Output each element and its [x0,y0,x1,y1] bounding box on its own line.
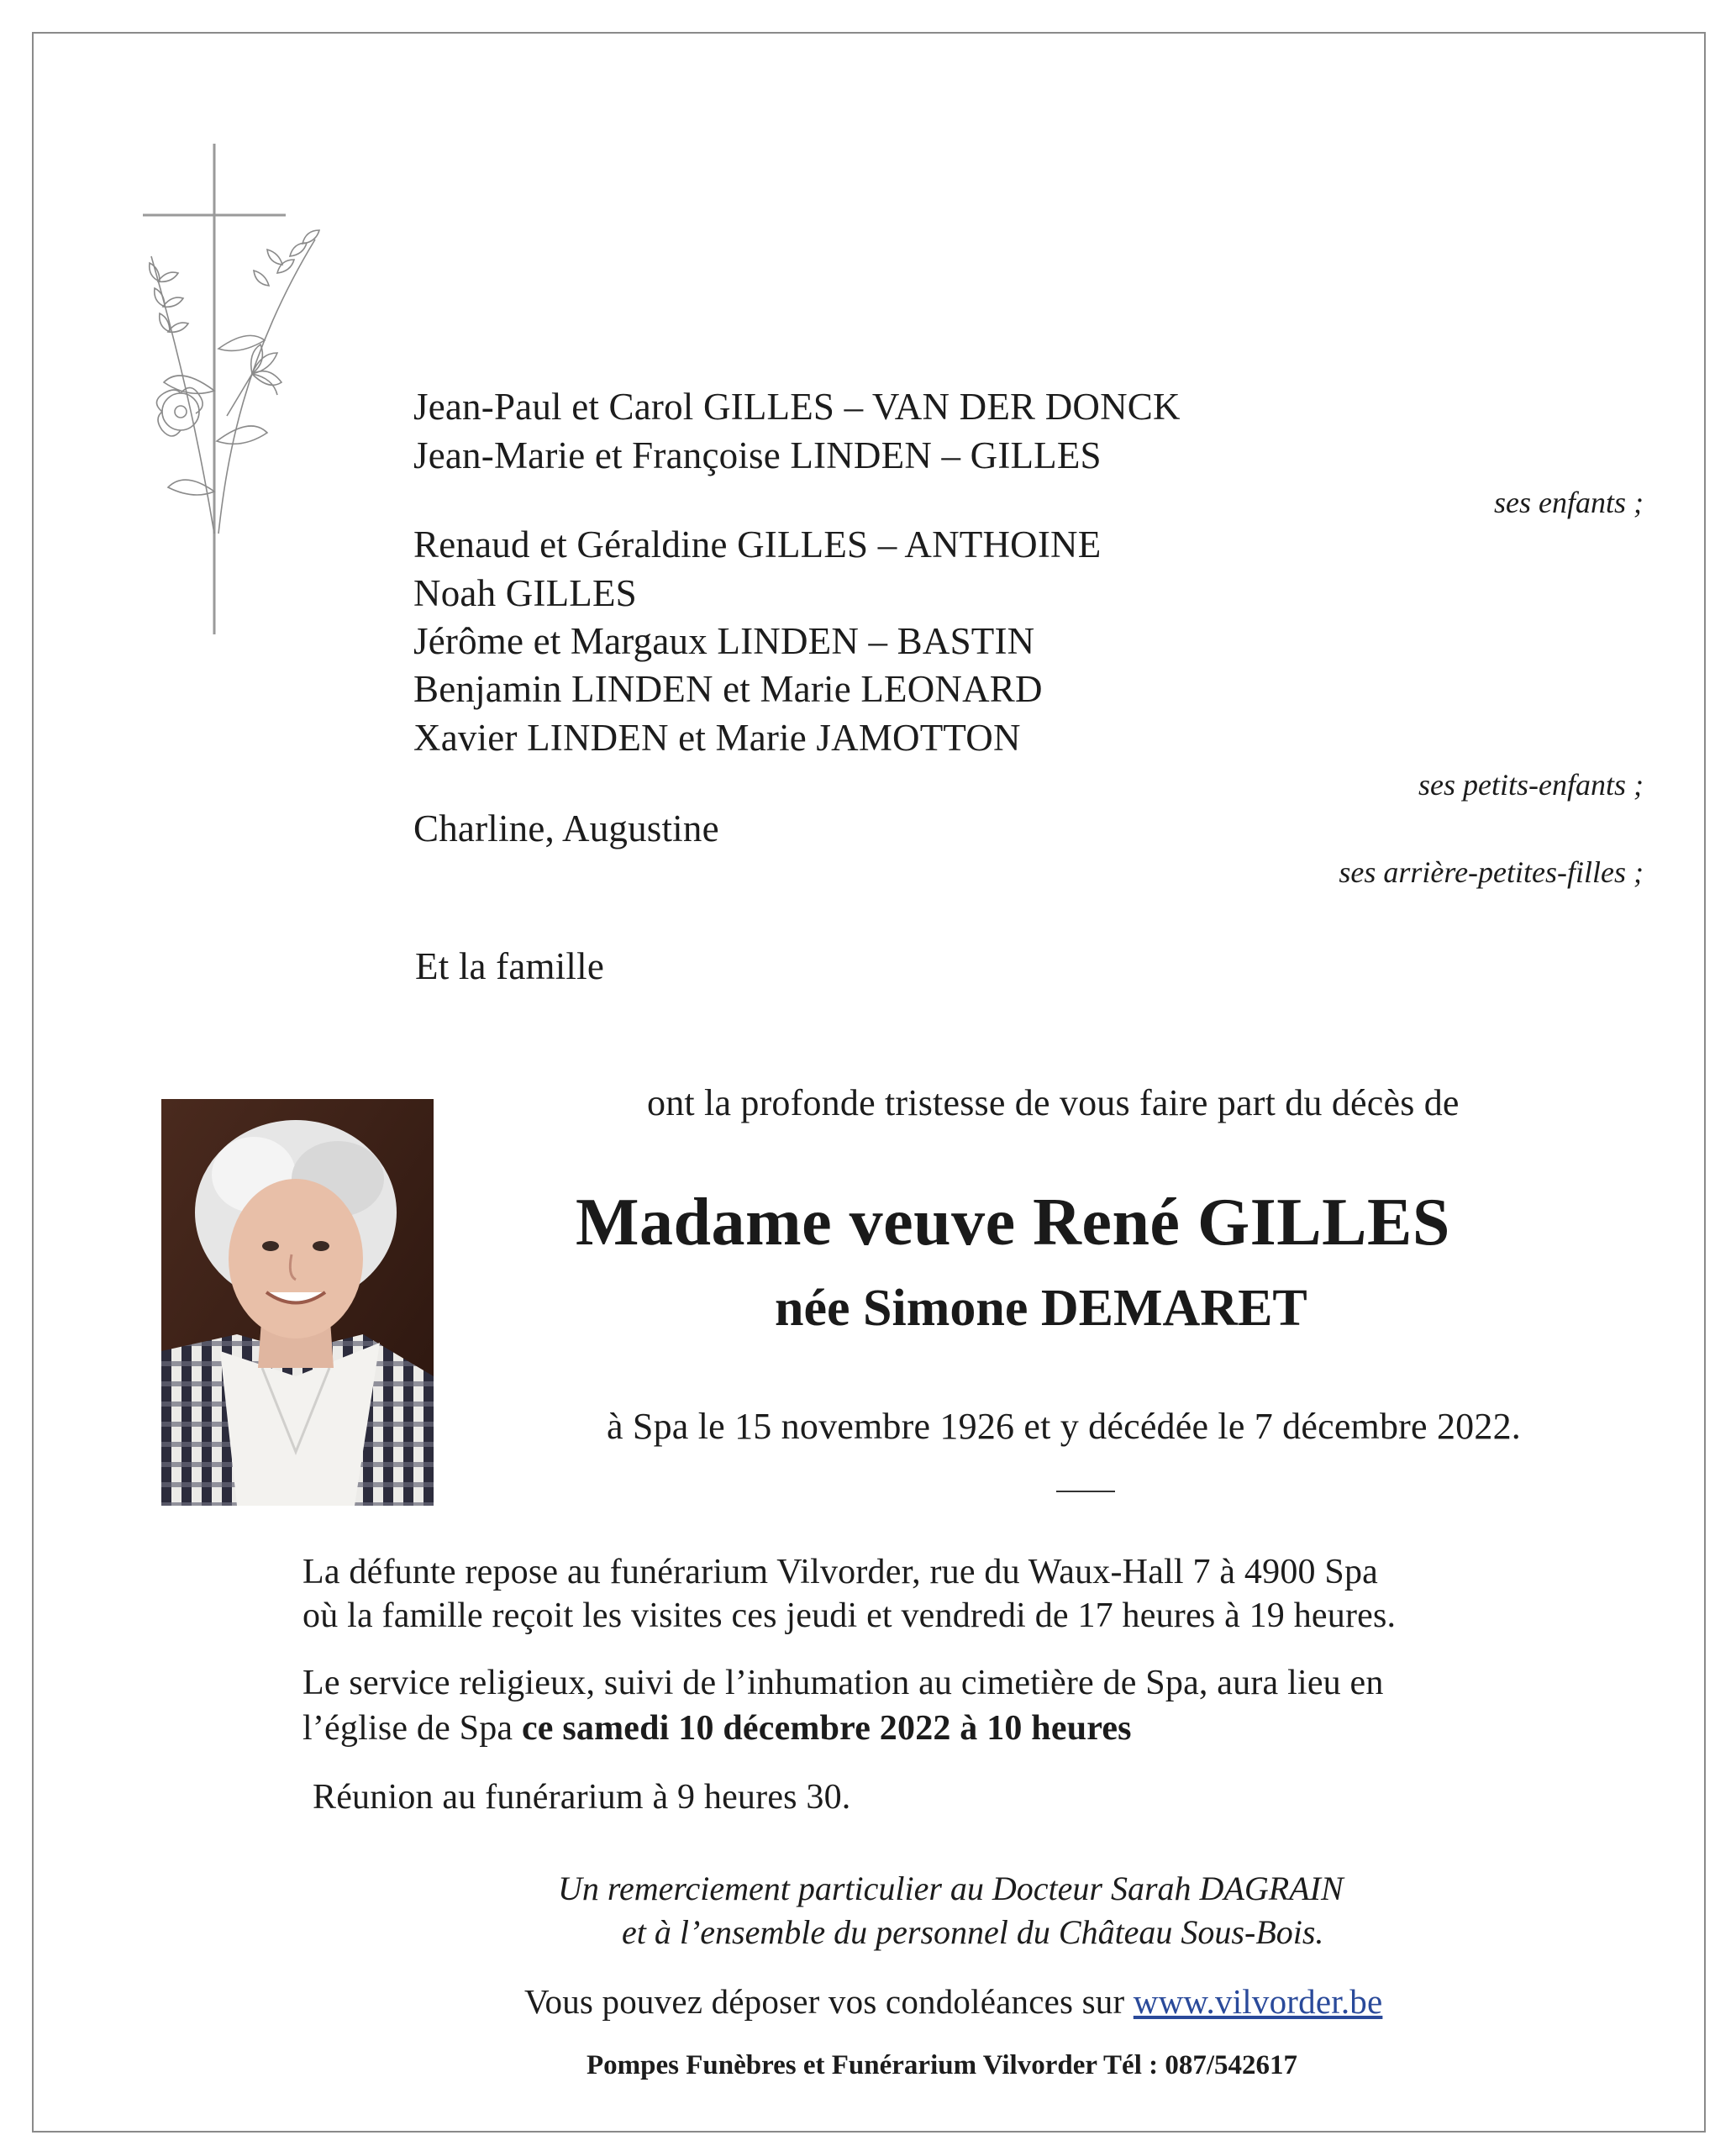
family-line: Et la famille [415,945,605,987]
intro-text: ont la profonde tristesse de vous faire part du décès de [647,1082,1460,1123]
great-grandchild-line: Charline, Augustine [413,807,719,849]
condolences-line [524,1982,1383,2021]
service-line: Le service religieux, suivi de l’inhumation au cimetière de Spa, aura lieu en [302,1664,1384,1702]
service-line [302,1711,1132,1746]
service-location: l’église de Spa [302,1709,513,1748]
role-great-grandchildren: ses arrière-petites-filles ; [1339,855,1644,889]
condolences-text: Vous pouvez déposer vos condoléances sur [524,1982,1125,2021]
meeting-line: Réunion au funérarium à 9 heures 30. [313,1778,851,1817]
thanks-line: et à l’ensemble du personnel du Château Sous-Bois. [622,1913,1324,1951]
condolences-link[interactable]: www.vilvorder.be [1133,1982,1383,2021]
grandchild-line: Xavier LINDEN et Marie JAMOTTON [413,717,1021,759]
maiden-name: née Simone DEMARET [775,1280,1307,1337]
portrait-photo [161,1099,434,1506]
thanks-line: Un remerciement particulier au Docteur Sarah DAGRAIN [558,1870,1344,1907]
service-date: ce samedi 10 décembre 2022 à 10 heures [521,1709,1132,1748]
rest-line: où la famille reçoit les visites ces jeudi et vendredi de 17 heures à 19 heures. [302,1596,1397,1635]
funeral-home-footer: Pompes Funèbres et Funérarium Vilvorder Tél : 087/542617 [587,2050,1298,2080]
dates-text: à Spa le 15 novembre 1926 et y décédée le 7 décembre 2022. [607,1406,1521,1447]
role-grandchildren: ses petits-enfants ; [1418,768,1644,802]
cross-icon [134,139,328,643]
grandchild-line: Benjamin LINDEN et Marie LEONARD [413,668,1043,710]
deceased-name: Madame veuve René GILLES [576,1186,1450,1260]
child-line: Jean-Marie et Françoise LINDEN – GILLES [413,434,1102,476]
rest-line: La défunte repose au funérarium Vilvorder, rue du Waux-Hall 7 à 4900 Spa [302,1553,1379,1591]
grandchild-line: Renaud et Géraldine GILLES – ANTHOINE [413,523,1102,565]
grandchild-line: Noah GILLES [413,572,637,614]
child-line: Jean-Paul et Carol GILLES – VAN DER DONCK [413,386,1181,428]
grandchild-line: Jérôme et Margaux LINDEN – BASTIN [413,620,1035,662]
role-children: ses enfants ; [1494,486,1644,519]
separator-line [1056,1491,1115,1492]
